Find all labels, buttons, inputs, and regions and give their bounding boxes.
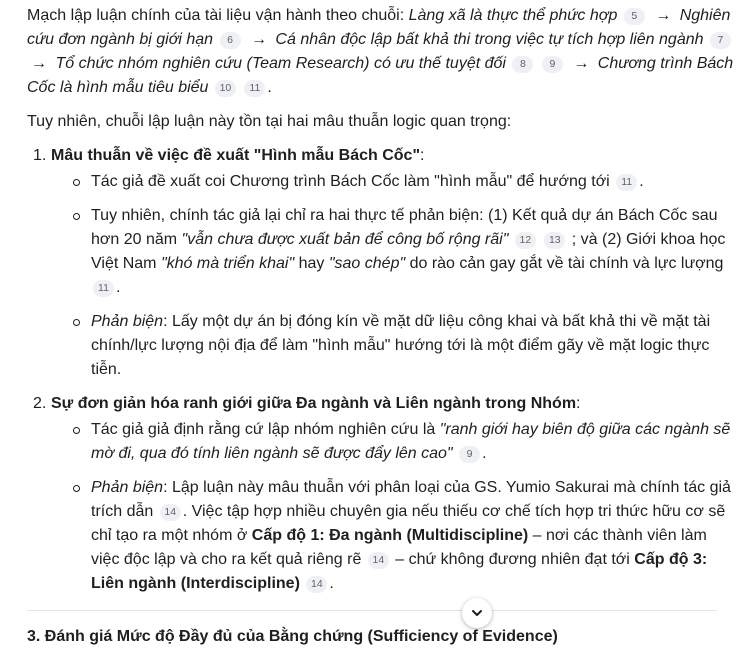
citation-chip[interactable]: 6 [220, 32, 241, 49]
item-title: Mâu thuẫn về việc đề xuất "Hình mẫu Bách Cốc" [51, 147, 421, 164]
citation-chip[interactable]: 11 [244, 80, 265, 97]
list-number: 1. [33, 147, 47, 164]
chain-step: Tổ chức nhóm nghiên cứu (Team Research) có ưu thế tuyệt đối [55, 55, 506, 72]
chain-step: Nghiên cứu đơn ngành bị giới hạn [27, 7, 731, 48]
citation-chip[interactable]: 9 [542, 56, 563, 73]
response-content [27, 4, 737, 649]
lead-paragraph: Tuy nhiên, chuỗi lập luận này tồn tại hai mâu thuẫn logic quan trọng: [27, 113, 512, 130]
arrow-icon: → [31, 55, 47, 72]
intro-paragraph: Mạch lập luận chính của tài liệu vận hành theo chuỗi: Làng xã là thực thể phức hợp 5 → Nghiên cứu đơn ngành bị giới hạn 6 → Cá nhân độc lập bất khả thi trong việc tự tích hợp liên ngành 7 → Tổ chức nhóm nghiên cứu (Team Research) có ưu thế tuyệt đối 8 9 → Chương trình Bách Cốc là hình mẫu tiêu biểu 10 11 . [27, 7, 734, 96]
citation-chip[interactable]: 8 [512, 56, 533, 73]
citation-chip[interactable]: 5 [624, 8, 645, 25]
chevron-down-icon [470, 606, 484, 620]
bullet-icon [73, 427, 80, 434]
list-number: 2. [33, 395, 47, 412]
citation-chip[interactable]: 10 [215, 80, 236, 97]
citation-chip[interactable]: 14 [306, 576, 327, 593]
bullet-icon [73, 213, 80, 220]
citation-chip[interactable]: 9 [459, 446, 480, 463]
bullet-icon [73, 319, 80, 326]
citation-chip[interactable]: 13 [544, 232, 565, 249]
citation-chip[interactable]: 11 [93, 280, 114, 297]
list-item: Tác giả đề xuất coi Chương trình Bách Cốc làm "hình mẫu" để hướng tới 11 . [51, 170, 737, 194]
citation-chip[interactable]: 14 [160, 504, 181, 521]
sub-list [51, 170, 737, 382]
list-item: Phản biện: Lấy một dự án bị đóng kín về mặt dữ liệu công khai và bất khả thi về mặt tài chính/lực lượng nội địa để làm "hình mẫu" hướng tới là một điểm gãy về mặt logic thực tiễn. [51, 310, 737, 382]
item-title: Sự đơn giản hóa ranh giới giữa Đa ngành và Liên ngành trong Nhóm [51, 395, 577, 412]
arrow-icon: → [655, 7, 672, 24]
contradiction-list [27, 144, 737, 596]
bullet-icon [73, 485, 80, 492]
section-heading: 3. Đánh giá Mức độ Đầy đủ của Bằng chứng (Sufficiency of Evidence) [27, 628, 558, 645]
section-divider [27, 610, 717, 611]
arrow-icon: → [250, 31, 267, 48]
list-item: Tác giả giả định rằng cứ lập nhóm nghiên cứu là "ranh giới hay biên độ giữa các ngành sẽ mờ đi, qua đó tính liên ngành sẽ được đẩy lên cao" 9 . [51, 418, 737, 466]
chain-step: Cá nhân độc lập bất khả thi trong việc tự tích hợp liên ngành [275, 31, 704, 48]
bullet-icon [73, 179, 80, 186]
chain-step: Chương trình Bách Cốc là hình mẫu tiêu biểu [27, 55, 734, 96]
list-item: Phản biện: Lập luận này mâu thuẫn với phân loại của GS. Yumio Sakurai mà chính tác giả trích dẫn 14 . Việc tập hợp nhiều chuyên gia nếu thiếu cơ chế tích hợp tri thức hữu cơ sẽ chỉ tạo ra một nhóm ở Cấp độ 1: Đa ngành (Multidiscipline) – nơi các thành viên làm việc độc lập và cho ra kết quả riêng rẽ 14 – chứ không đương nhiên đạt tới Cấp độ 3: Liên ngành (Interdiscipline) 14 . [51, 476, 737, 596]
scroll-down-button[interactable] [462, 598, 492, 628]
citation-chip[interactable]: 7 [710, 32, 731, 49]
citation-chip[interactable]: 14 [368, 552, 389, 569]
sub-list [51, 418, 737, 596]
arrow-icon: → [573, 55, 590, 72]
list-item: Tuy nhiên, chính tác giả lại chỉ ra hai thực tế phản biện: (1) Kết quả dự án Bách Cốc sau hơn 20 năm "vẫn chưa được xuất bản để công bố rộng rãi" 12 13 ; và (2) Giới khoa học Việt Nam "khó mà triển khai" hay "sao chép" do rào cản gay gắt về tài chính và lực lượng 11 . [51, 204, 737, 300]
chain-step: Làng xã là thực thể phức hợp [408, 7, 618, 24]
list-item: 2. Sự đơn giản hóa ranh giới giữa Đa ngành và Liên ngành trong Nhóm: Tác giả giả định rằng cứ lập nhóm nghiên cứu là "ranh giới hay biên độ giữa các ngành sẽ mờ đi, qua đó tính liên ngành sẽ được đẩy lên cao" 9 . Phản biện: Lập luận này mâu thuẫn với phân loại của GS. Yumio Sakurai mà chính tác giả trích dẫn 14 . Việc tập hợp nhiều chuyên gia nếu thiếu cơ chế tích hợp tri thức hữu cơ sẽ chỉ tạo ra một nhóm ở Cấp độ 1: Đa ngành (Multidiscipline) – nơi các thành viên làm việc độc lập và cho ra kết quả riêng rẽ 14 – chứ không đương nhiên đạt tới Cấp độ 3: Liên ngành (Interdiscipline) 14 . [27, 392, 737, 596]
list-item: 1. Mâu thuẫn về việc đề xuất "Hình mẫu Bách Cốc": Tác giả đề xuất coi Chương trình Bách Cốc làm "hình mẫu" để hướng tới 11 . Tuy nhiên, chính tác giả lại chỉ ra hai thực tế phản biện: (1) Kết quả dự án Bách Cốc sau hơn 20 năm "vẫn chưa được xuất bản để công bố rộng rãi" 12 13 ; và (2) Giới khoa học Việt Nam "khó mà triển khai" hay "sao chép" do rào cản gay gắt về tài chính và lực lượng 11 . Phản biện: Lấy một dự án bị đóng kín về mặt dữ liệu công khai và bất khả thi về mặt tài chính/lực lượng nội địa để làm "hình mẫu" hướng tới là một điểm gãy về mặt logic thực tiễn. [27, 144, 737, 382]
citation-chip[interactable]: 11 [616, 174, 637, 191]
citation-chip[interactable]: 12 [515, 232, 536, 249]
